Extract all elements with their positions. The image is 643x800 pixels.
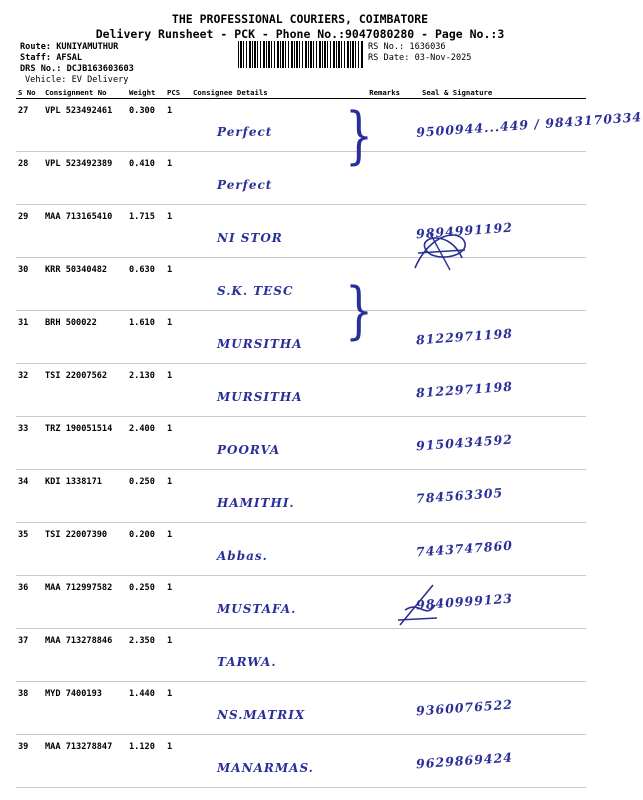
table-row xyxy=(16,523,586,576)
barcode-image xyxy=(238,41,364,68)
handwritten-signature: 9360076522 xyxy=(415,696,514,719)
cell-signature xyxy=(404,523,586,576)
cell-pcs: 1 xyxy=(165,576,191,629)
cell-consignment-no: KRR 50340482 xyxy=(43,258,127,311)
cell-consignee xyxy=(191,576,346,629)
table-row xyxy=(16,629,586,682)
cell-consignment-no: MYD 7400193 xyxy=(43,682,127,735)
handwritten-consignee: Abbas. xyxy=(217,549,268,563)
drs-number: DRS No.: DCJB163603603 xyxy=(20,64,134,74)
vehicle-label: Vehicle: EV Delivery xyxy=(25,75,129,85)
handwritten-consignee: Perfect xyxy=(217,125,273,139)
cell-consignment-no: VPL 523492389 xyxy=(43,152,127,205)
column-header-consignee: Consignee Details xyxy=(191,87,346,99)
handwritten-signature: 9629869424 xyxy=(415,749,514,772)
cell-sno: 37 xyxy=(16,629,43,682)
cell-pcs: 1 xyxy=(165,682,191,735)
cell-consignee xyxy=(191,470,346,523)
cell-consignment-no: VPL 523492461 xyxy=(43,99,127,152)
runsheet-table xyxy=(16,87,643,788)
table-header-row xyxy=(16,87,586,99)
handwritten-consignee: S.K. TESC xyxy=(217,284,294,298)
handwritten-consignee: TARWA. xyxy=(217,655,277,669)
table-row xyxy=(16,417,586,470)
signature-scribble-39 xyxy=(395,580,440,630)
handwritten-signature: 7443747860 xyxy=(415,537,514,560)
table-row xyxy=(16,364,586,417)
cell-pcs: 1 xyxy=(165,152,191,205)
column-header-sno: S No xyxy=(16,87,43,99)
cell-consignee xyxy=(191,311,346,364)
cell-signature xyxy=(404,629,586,682)
cell-pcs: 1 xyxy=(165,470,191,523)
cell-consignment-no: KDI 1338171 xyxy=(43,470,127,523)
cell-consignment-no: MAA 712997582 xyxy=(43,576,127,629)
cell-sno: 38 xyxy=(16,682,43,735)
cell-weight: 2.350 xyxy=(127,629,165,682)
route-label: Route: KUNIYAMUTHUR xyxy=(20,42,119,52)
cell-consignee xyxy=(191,523,346,576)
remark-brace-27-28: } xyxy=(345,100,373,172)
rs-number: RS No.: 1636036 xyxy=(368,42,446,52)
cell-sno: 36 xyxy=(16,576,43,629)
cell-sno: 39 xyxy=(16,735,43,788)
staff-label: Staff: AFSAL xyxy=(20,53,83,63)
handwritten-consignee: POORVA xyxy=(217,443,281,457)
cell-pcs: 1 xyxy=(165,258,191,311)
cell-remarks xyxy=(346,682,404,735)
handwritten-signature: 9894991192 xyxy=(415,219,514,242)
cell-consignee xyxy=(191,364,346,417)
cell-remarks xyxy=(346,629,404,682)
cell-weight: 0.630 xyxy=(127,258,165,311)
cell-remarks xyxy=(346,735,404,788)
cell-consignee xyxy=(191,735,346,788)
cell-sno: 34 xyxy=(16,470,43,523)
cell-consignee xyxy=(191,258,346,311)
cell-remarks xyxy=(346,364,404,417)
handwritten-signature: 784563305 xyxy=(415,484,504,507)
table-row xyxy=(16,735,586,788)
cell-consignee xyxy=(191,205,346,258)
cell-consignment-no: MAA 713165410 xyxy=(43,205,127,258)
cell-consignee xyxy=(191,682,346,735)
cell-signature xyxy=(404,99,643,152)
cell-remarks xyxy=(346,470,404,523)
cell-sno: 35 xyxy=(16,523,43,576)
handwritten-consignee: MUSTAFA. xyxy=(217,602,297,616)
handwritten-signature: 8122971198 xyxy=(415,378,514,401)
cell-signature xyxy=(404,682,586,735)
cell-weight: 2.400 xyxy=(127,417,165,470)
cell-pcs: 1 xyxy=(165,629,191,682)
cell-weight: 1.440 xyxy=(127,682,165,735)
cell-sno: 32 xyxy=(16,364,43,417)
cell-remarks xyxy=(346,205,404,258)
handwritten-consignee: MURSITHA xyxy=(217,390,303,404)
cell-remarks xyxy=(346,523,404,576)
table-row xyxy=(16,682,586,735)
table-row xyxy=(16,205,586,258)
handwritten-consignee: HAMITHI. xyxy=(217,496,295,510)
cell-pcs: 1 xyxy=(165,99,191,152)
rs-date: RS Date: 03-Nov-2025 xyxy=(368,53,472,63)
cell-signature xyxy=(404,417,586,470)
table-row xyxy=(16,258,586,311)
cell-remarks xyxy=(346,417,404,470)
cell-consignment-no: MAA 713278846 xyxy=(43,629,127,682)
cell-weight: 1.715 xyxy=(127,205,165,258)
handwritten-consignee: NS.MATRIX xyxy=(217,708,306,722)
cell-pcs: 1 xyxy=(165,735,191,788)
handwritten-signature: 9500944...449 / 9843170334 xyxy=(415,109,643,140)
table-row xyxy=(16,576,586,629)
cell-consignee xyxy=(191,417,346,470)
cell-consignment-no: MAA 713278847 xyxy=(43,735,127,788)
cell-weight: 0.200 xyxy=(127,523,165,576)
handwritten-signature: 9840999123 xyxy=(415,590,514,613)
cell-consignment-no: TSI 22007562 xyxy=(43,364,127,417)
table-row xyxy=(16,311,586,364)
remark-brace-31-32: } xyxy=(345,275,373,347)
cell-sno: 29 xyxy=(16,205,43,258)
cell-signature xyxy=(404,311,586,364)
handwritten-consignee: MURSITHA xyxy=(217,337,303,351)
cell-weight: 1.610 xyxy=(127,311,165,364)
cell-signature xyxy=(404,735,586,788)
cell-weight: 0.300 xyxy=(127,99,165,152)
cell-sno: 31 xyxy=(16,311,43,364)
signature-scribble-30 xyxy=(410,228,470,273)
cell-consignment-no: BRH 500022 xyxy=(43,311,127,364)
table-row xyxy=(16,99,586,152)
cell-signature xyxy=(404,364,586,417)
cell-pcs: 1 xyxy=(165,205,191,258)
handwritten-consignee: MANARMAS. xyxy=(217,761,314,775)
cell-sno: 33 xyxy=(16,417,43,470)
cell-pcs: 1 xyxy=(165,311,191,364)
cell-weight: 0.250 xyxy=(127,576,165,629)
handwritten-consignee: NI STOR xyxy=(217,231,283,245)
handwritten-signature: 8122971198 xyxy=(415,325,514,348)
cell-signature xyxy=(404,470,586,523)
cell-sno: 28 xyxy=(16,152,43,205)
cell-consignment-no: TSI 22007390 xyxy=(43,523,127,576)
cell-consignee xyxy=(191,152,346,205)
cell-signature xyxy=(404,152,586,205)
cell-weight: 1.120 xyxy=(127,735,165,788)
cell-weight: 0.250 xyxy=(127,470,165,523)
cell-pcs: 1 xyxy=(165,364,191,417)
table-row xyxy=(16,152,586,205)
cell-consignment-no: TRZ 190051514 xyxy=(43,417,127,470)
cell-consignee xyxy=(191,99,346,152)
cell-pcs: 1 xyxy=(165,523,191,576)
column-header-pcs: PCS xyxy=(165,87,191,99)
table-row xyxy=(16,470,586,523)
cell-weight: 2.130 xyxy=(127,364,165,417)
column-header-remarks: Remarks xyxy=(346,87,404,99)
column-header-consignment: Consignment No xyxy=(43,87,127,99)
handwritten-consignee: Perfect xyxy=(217,178,273,192)
column-header-weight: Weight xyxy=(127,87,165,99)
cell-weight: 0.410 xyxy=(127,152,165,205)
column-header-signature: Seal & Signature xyxy=(404,87,586,99)
cell-consignee xyxy=(191,629,346,682)
handwritten-signature: 9150434592 xyxy=(415,431,514,454)
runsheet-subtitle: Delivery Runsheet - PCK - Phone No.:9047080280 - Page No.:3 xyxy=(95,27,505,41)
cell-pcs: 1 xyxy=(165,417,191,470)
runsheet-company-title: THE PROFESSIONAL COURIERS, COIMBATORE xyxy=(171,12,429,26)
cell-sno: 30 xyxy=(16,258,43,311)
cell-sno: 27 xyxy=(16,99,43,152)
